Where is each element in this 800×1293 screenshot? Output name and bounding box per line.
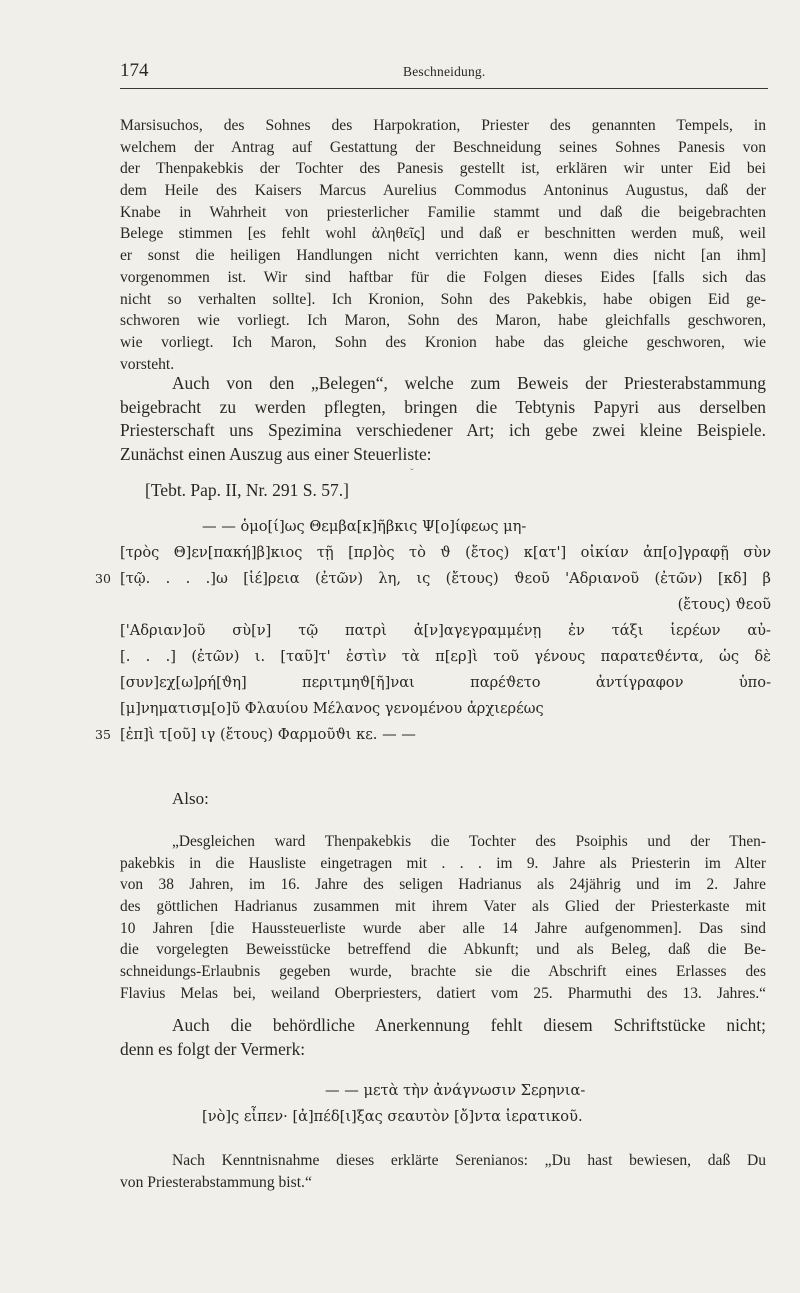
greek-line [95,644,771,670]
paragraph-serenianos [120,1150,766,1193]
text-line: schneidungs-Erlaubnis gegeben wurde, brachte sie die Abschrift eines Erlasses des [120,963,766,981]
paragraph-translation [120,831,766,1005]
text-line: vorsteht. [120,355,175,373]
text-line: er sonst die heiligen Handlungen nicht verrichten kann, wenn dies nicht [an ihm] [120,247,766,265]
text-line: welchem der Antrag auf Gestattung der Beschneidung seines Sohnes Panesis von [120,138,766,156]
greek-text: — — ὁμο[ί]ως Θεμβα[κ]ῆβκις Ψ[ο]ίφεως μη- [202,518,527,535]
greek-line [95,540,771,566]
text-line: des göttlichen Hadrianus zusammen mit ihrem Vater als Glied der Priesterkaste mit [120,898,766,916]
greek-line [95,514,771,540]
running-title: Beschneidung. [403,64,486,79]
text-line: Zunächst einen Auszug aus einer Steuerliste: [120,443,432,464]
greek-line [95,1078,771,1104]
text-line: Marsisuchos, des Sohnes des Harpokration, Priester des genannten Tempels, in [120,117,766,134]
text-line: Knabe in Wahrheit von priesterlicher Familie stammt und daß die beigebrachten [120,203,766,221]
greek-text: ['Αδριαν]οῦ σὺ[ν] τῷ πατρὶ ἀ[ν]αγεγραμμένῃ ἐν τάξι ἱερέων αὐ- [120,622,771,639]
greek-text: (ἔτους) ϑεοῦ [677,596,771,613]
greek-line [95,722,771,748]
text-line: die vorgelegten Beweisstücke betreffend die Abkunft; und als Beleg, daß die Be- [120,941,766,959]
greek-line [95,1104,771,1130]
text-line: der Thenpakebkis der Tochter des Panesis gestellt ist, erklären wir unter Eid bei [120,160,766,178]
text-line: Priesterschaft uns Spezimina verschiedener Art; ich gebe zwei kleine Beispiele. [120,420,766,440]
stray-mark: ˇ [410,467,414,479]
paragraph-belege [120,372,766,466]
greek-excerpt-vermerk [95,1078,771,1130]
text-line: pakebkis in die Hausliste eingetragen mit . . . im 9. Jahre als Priesterin im Alter [120,854,766,872]
text-line: von 38 Jahren, im 16. Jahre des seligen Hadrianus als 24jährig und im 2. Jahre [120,876,766,894]
paragraph-oath [120,115,766,375]
page-header [120,60,768,86]
header-rule [120,88,768,89]
text-line: Belege stimmen [es fehlt wohl ἀληθεῖς] und daß er beschnitten werden muß, weil [120,225,766,243]
greek-text: [ἐπ]ὶ τ[οῦ] ιγ (ἔτους) Φαρμοῦϑι κε. — — [120,726,416,743]
greek-line [95,566,771,592]
greek-text: [τρὸς Θ]εν[πακή]β]κιος τῇ [πρ]ὸς τὸ ϑ (ἔτος) κ[ατ'] οἰκίαν ἀπ[ο]γραφῇ σὺν [120,544,771,561]
text-line: 10 Jahren [die Haussteuerliste wurde aber alle 14 Jahre aufgenommen]. Das sind [120,919,766,937]
greek-text: [συν]εχ[ω]ρή[ϑη] περιτμηϑ[ῆ]ναι παρέϑετο ἀντίγραφον ὑπο- [120,674,771,691]
also-label: Also: [172,789,209,808]
text-line: „Desgleichen ward Thenpakebkis die Tochter des Psoiphis und der Then- [172,833,766,850]
text-line: schworen wie vorliegt. Ich Maron, Sohn des Maron, habe gleichfalls geschworen, [120,312,766,330]
text-line: beigebracht zu werden pflegten, bringen die Tebtynis Papyri aus derselben [120,396,766,417]
greek-text: [μ]νηματισμ[ο]ῦ Φλαυίου Μέλανος γενομένου ἀρχιερέως [120,700,544,717]
greek-text: [. . .] (ἐτῶν) ι. [ταῦ]τ' ἐστὶν τὰ π[ερ]ὶ τοῦ γένους παρατεϑέντα, ὡς δὲ [120,648,771,665]
greek-text: — — μετὰ τὴν ἀνάγνωσιν Σερηνια- [325,1082,586,1099]
text-line: Nach Kenntnisnahme dieses erklärte Serenianos: „Du hast bewiesen, daß Du [172,1152,766,1169]
greek-excerpt-tax-list [95,514,771,748]
text-line: Auch von den „Belegen“, welche zum Beweis der Priesterabstammung [172,373,766,393]
greek-text: [νὸ]ς εἶπεν· [ἀ]πέδ[ι]ξας σεαυτὸν [ὄ]ντα ἱερατικοῦ. [202,1108,583,1125]
text-line: dem Heile des Kaisers Marcus Aurelius Commodus Antoninus Augustus, daß der [120,182,766,200]
greek-line [95,618,771,644]
text-line: vorgenommen ist. Wir sind haftbar für die Folgen dieses Eides [falls sich das [120,268,766,286]
text-line: von Priesterabstammung bist.“ [120,1173,312,1191]
citation: [Tebt. Pap. II, Nr. 291 S. 57.] [145,480,349,500]
greek-line [95,592,771,618]
text-line: nicht so verhalten sollte]. Ich Kronion, Sohn des Pakebkis, habe obigen Eid ge- [120,290,766,308]
greek-text: [τῷ. . . .]ω [ἱέ]ρεια (ἐτῶν) λη, ις (ἔτους) ϑεοῦ 'Αδριανοῦ (ἐτῶν) [κδ] β [120,570,771,587]
greek-line [95,696,771,722]
text-line: Flavius Melas bei, weiland Oberpriesters, datiert vom 25. Pharmuthi des 13. Jahres.“ [120,984,766,1002]
greek-line [95,670,771,696]
line-number: 30 [95,571,111,586]
text-line: Auch die behördliche Anerkennung fehlt diesem Schriftstücke nicht; [172,1015,766,1035]
text-line: wie vorliegt. Ich Maron, Sohn des Kronion habe das gleiche geschworen, wie [120,333,766,351]
page-number: 174 [120,60,149,81]
paragraph-anerkennung [120,1014,766,1061]
line-number: 35 [95,727,111,742]
text-line: denn es folgt der Vermerk: [120,1038,306,1059]
